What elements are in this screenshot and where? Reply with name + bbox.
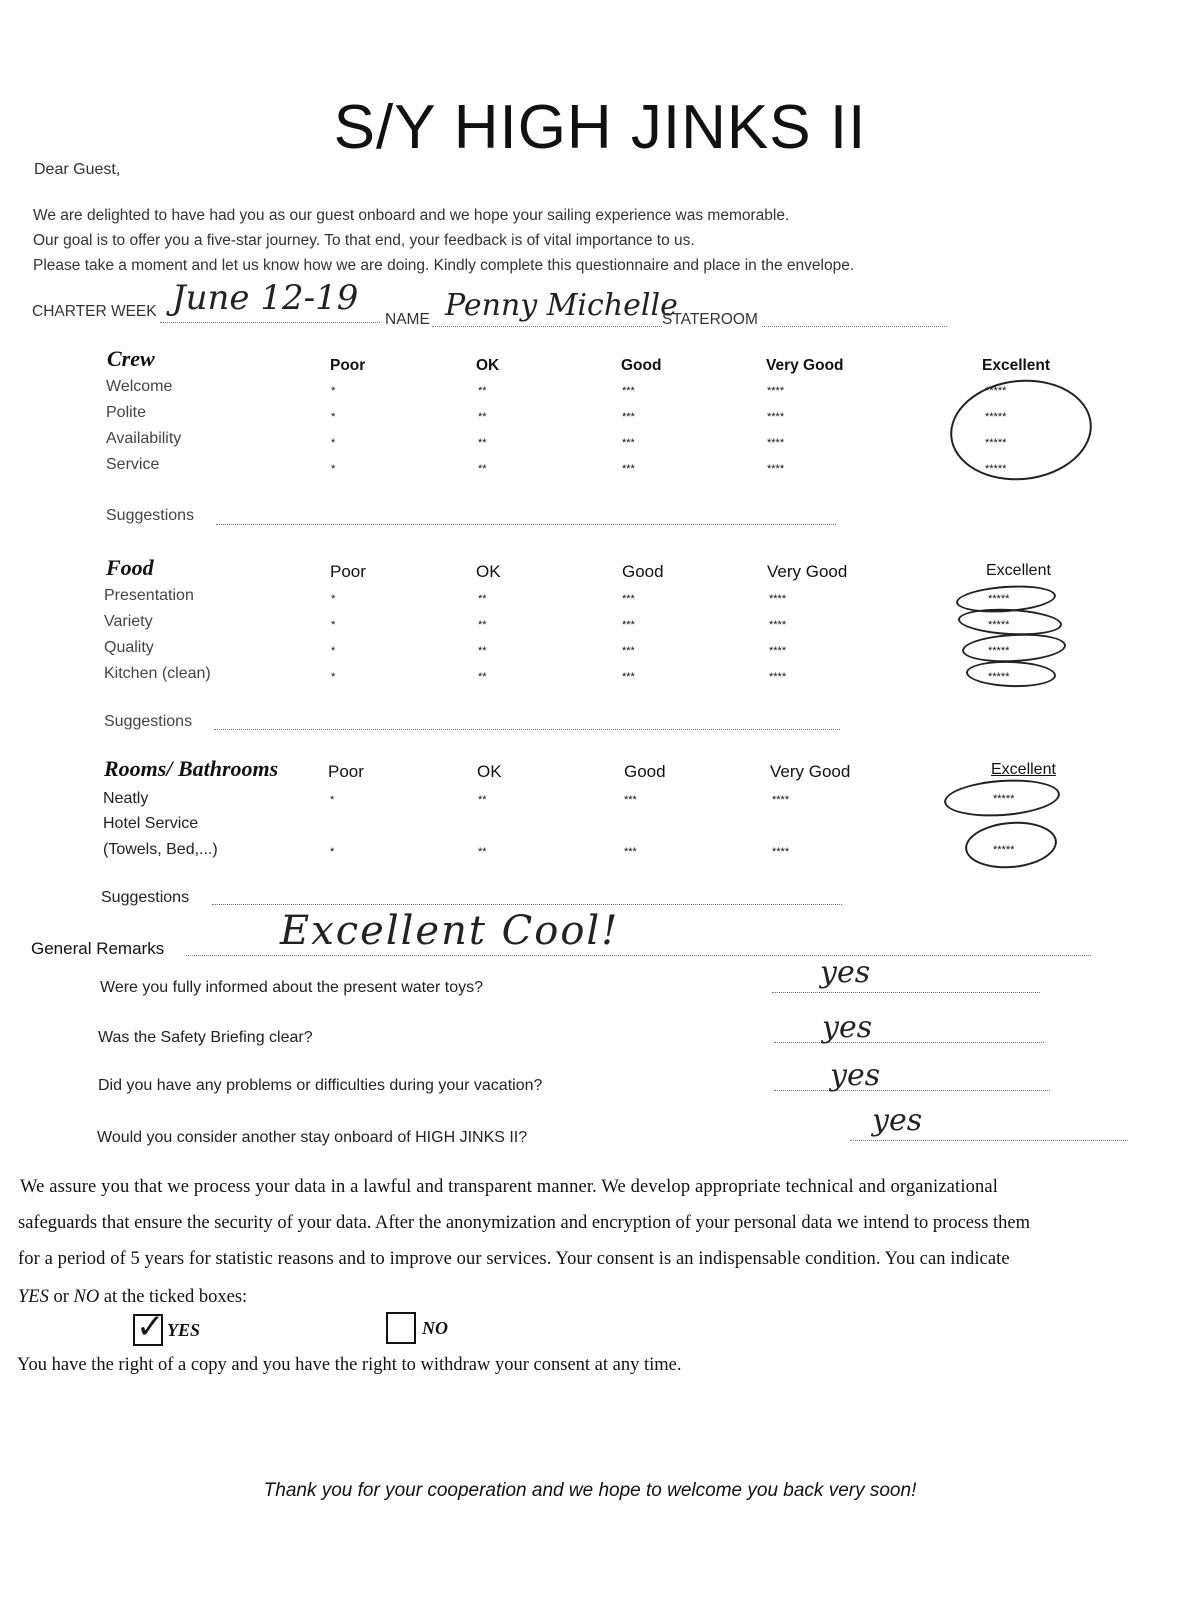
rating-option-selected[interactable]: ***** (985, 463, 1007, 475)
rating-option-selected[interactable]: ***** (993, 844, 1015, 856)
rating-option[interactable]: *** (622, 385, 635, 397)
name-field[interactable]: Penny Michelle (445, 288, 678, 323)
rating-option[interactable]: ** (478, 645, 487, 657)
suggestions-field-crew[interactable] (216, 524, 836, 525)
rating-option[interactable]: * (331, 645, 336, 657)
col-head-excellent: Excellent (991, 761, 1056, 778)
col-head-good: Good (621, 357, 662, 374)
greeting: Dear Guest, (34, 161, 121, 178)
rating-option[interactable]: **** (769, 671, 787, 683)
rating-option[interactable]: ** (478, 437, 487, 449)
intro-line-2: Our goal is to offer you a five-star journey. To that end, your feedback is of vital importance to us. (33, 232, 695, 249)
rating-option-selected[interactable]: ***** (988, 671, 1010, 683)
section-title-rooms: Rooms/ Bathrooms (104, 756, 279, 781)
col-head-poor: Poor (330, 357, 366, 374)
yes-label: YES (167, 1320, 201, 1340)
rating-option[interactable]: *** (622, 619, 635, 631)
rating-option[interactable]: * (330, 846, 335, 858)
selection-circle-crew (945, 373, 1097, 487)
answer-field-1[interactable]: yes (820, 955, 871, 990)
consent-line-2: safeguards that ensure the security of your data. After the anonymization and encryption of your personal data we intend to process them (18, 1213, 1031, 1233)
row-label-welcome: Welcome (106, 378, 173, 395)
row-label-kitchen: Kitchen (clean) (104, 665, 211, 682)
suggestions-label-crew: Suggestions (106, 507, 195, 524)
rating-option[interactable]: * (331, 671, 336, 683)
rating-option[interactable]: ** (478, 794, 487, 806)
rating-option[interactable]: *** (624, 846, 637, 858)
suggestions-field-food[interactable] (214, 729, 840, 730)
consent-no-word: NO (73, 1287, 100, 1307)
rating-option[interactable]: **** (769, 593, 787, 605)
thank-you-footer: Thank you for your cooperation and we hope to welcome you back very soon! (263, 1480, 917, 1501)
selection-circle-rooms-neatly (943, 776, 1061, 820)
col-head-very-good: Very Good (770, 762, 851, 781)
answer-field-4[interactable]: yes (872, 1103, 923, 1138)
selection-circle-food-variety (957, 606, 1062, 637)
no-label: NO (422, 1318, 448, 1338)
row-label-quality: Quality (104, 639, 154, 656)
col-head-ok: OK (476, 357, 500, 374)
rating-option[interactable]: **** (769, 645, 787, 657)
question-3: Did you have any problems or difficulties during your vacation? (98, 1077, 543, 1094)
rating-option[interactable]: * (331, 619, 336, 631)
suggestions-label-rooms: Suggestions (101, 889, 190, 906)
rating-option[interactable]: * (331, 437, 336, 449)
rating-option[interactable]: * (331, 463, 336, 475)
charter-week-label: CHARTER WEEK (32, 303, 157, 320)
row-label-service: Service (106, 456, 160, 473)
col-head-ok: OK (477, 762, 502, 781)
rating-option[interactable]: **** (767, 463, 785, 475)
no-checkbox[interactable] (386, 1312, 416, 1344)
col-head-poor: Poor (330, 562, 366, 581)
col-head-good: Good (622, 562, 664, 581)
general-remarks-line (186, 955, 1091, 956)
rating-option[interactable]: ** (478, 385, 487, 397)
row-label-availability: Availability (106, 430, 182, 447)
rating-option-selected[interactable]: ***** (993, 793, 1015, 805)
selection-circle-food-quality (961, 631, 1066, 664)
rating-option[interactable]: ** (478, 671, 487, 683)
question-4: Would you consider another stay onboard of HIGH JINKS II? (97, 1129, 528, 1146)
answer-field-3[interactable]: yes (830, 1058, 881, 1093)
rating-option-selected[interactable]: ***** (988, 593, 1010, 605)
rating-option[interactable]: * (330, 794, 335, 806)
consent-or-word: or (53, 1287, 69, 1307)
rating-option[interactable]: ** (478, 846, 487, 858)
rating-option-selected[interactable]: ***** (988, 619, 1010, 631)
intro-line-3: Please take a moment and let us know how we are doing. Kindly complete this questionnaire and place in the envelope. (33, 257, 855, 274)
rights-text: You have the right of a copy and you have the right to withdraw your consent at any time. (17, 1355, 682, 1375)
row-label-variety: Variety (104, 613, 153, 630)
section-title-food: Food (106, 555, 154, 580)
answer-line-1 (772, 992, 1040, 993)
rating-option-selected[interactable]: ***** (985, 437, 1007, 449)
rating-option[interactable]: *** (622, 463, 635, 475)
rating-option[interactable]: ** (478, 411, 487, 423)
rating-option[interactable]: **** (767, 437, 785, 449)
rating-option[interactable]: **** (767, 411, 785, 423)
col-head-ok: OK (476, 562, 501, 581)
col-head-very-good: Very Good (767, 562, 848, 581)
rating-option[interactable]: *** (622, 671, 635, 683)
section-title-crew: Crew (107, 346, 155, 371)
row-label-towels-bed: (Towels, Bed,...) (103, 841, 218, 858)
rating-option[interactable]: * (331, 593, 336, 605)
stateroom-field[interactable] (762, 326, 947, 327)
rating-option[interactable]: * (331, 385, 336, 397)
general-remarks-label: General Remarks (31, 939, 165, 958)
rating-option[interactable]: **** (772, 846, 790, 858)
rating-option-selected[interactable]: ***** (985, 411, 1007, 423)
general-remarks-field[interactable]: Excellent Cool! (280, 908, 620, 954)
suggestions-field-rooms[interactable] (212, 904, 842, 905)
stateroom-label: STATEROOM (662, 311, 758, 328)
row-label-presentation: Presentation (104, 587, 194, 604)
rating-option-selected[interactable]: ***** (985, 385, 1007, 397)
charter-week-field[interactable]: June 12-19 (172, 278, 359, 318)
rating-option[interactable]: **** (769, 619, 787, 631)
col-head-excellent: Excellent (982, 357, 1051, 374)
row-label-polite: Polite (106, 404, 147, 421)
name-label: NAME (385, 311, 430, 328)
consent-line-3: for a period of 5 years for statistic reasons and to improve our services. Your consent is an indispensable condition. You can indicate (18, 1249, 1010, 1269)
checkmark-icon: ✓ (136, 1307, 165, 1347)
rating-option[interactable]: **** (772, 794, 790, 806)
row-label-hotel-service: Hotel Service (103, 815, 199, 832)
rating-option[interactable]: ** (478, 593, 487, 605)
col-head-very-good: Very Good (766, 357, 844, 374)
rating-option[interactable]: *** (624, 794, 637, 806)
rating-option[interactable]: * (331, 411, 336, 423)
answer-line-3 (774, 1090, 1050, 1091)
rating-option[interactable]: *** (622, 437, 635, 449)
consent-yes-word: YES (18, 1287, 49, 1307)
col-head-good: Good (624, 762, 666, 781)
answer-line-2 (774, 1042, 1044, 1043)
selection-circle-rooms-hotel-service (963, 818, 1059, 872)
rating-option-selected[interactable]: ***** (988, 645, 1010, 657)
name-line (432, 326, 662, 327)
consent-line-1: We assure you that we process your data in a lawful and transparent manner. We develop appropriate technical and organizational (20, 1177, 999, 1197)
col-head-excellent: Excellent (986, 562, 1051, 579)
row-label-neatly: Neatly (103, 790, 149, 807)
suggestions-label-food: Suggestions (104, 713, 193, 730)
rating-option[interactable]: ** (478, 619, 487, 631)
consent-line-4-rest: at the ticked boxes: (103, 1287, 248, 1307)
rating-option[interactable]: *** (622, 645, 635, 657)
rating-option[interactable]: *** (622, 593, 635, 605)
yes-checkbox[interactable] (133, 1307, 165, 1347)
rating-option[interactable]: ** (478, 463, 487, 475)
intro-line-1: We are delighted to have had you as our guest onboard and we hope your sailing experience was memorable. (33, 207, 790, 224)
consent-line-4 (18, 1287, 247, 1308)
answer-line-4 (850, 1140, 1128, 1141)
answer-field-2[interactable]: yes (822, 1010, 873, 1045)
rating-option[interactable]: **** (767, 385, 785, 397)
rating-option[interactable]: *** (622, 411, 635, 423)
page-title: S/Y HIGH JINKS II (333, 93, 867, 162)
question-2: Was the Safety Briefing clear? (98, 1029, 313, 1046)
charter-week-line (160, 322, 380, 323)
selection-circle-food-kitchen (966, 659, 1057, 688)
col-head-poor: Poor (328, 762, 364, 781)
question-1: Were you fully informed about the present water toys? (100, 979, 484, 996)
